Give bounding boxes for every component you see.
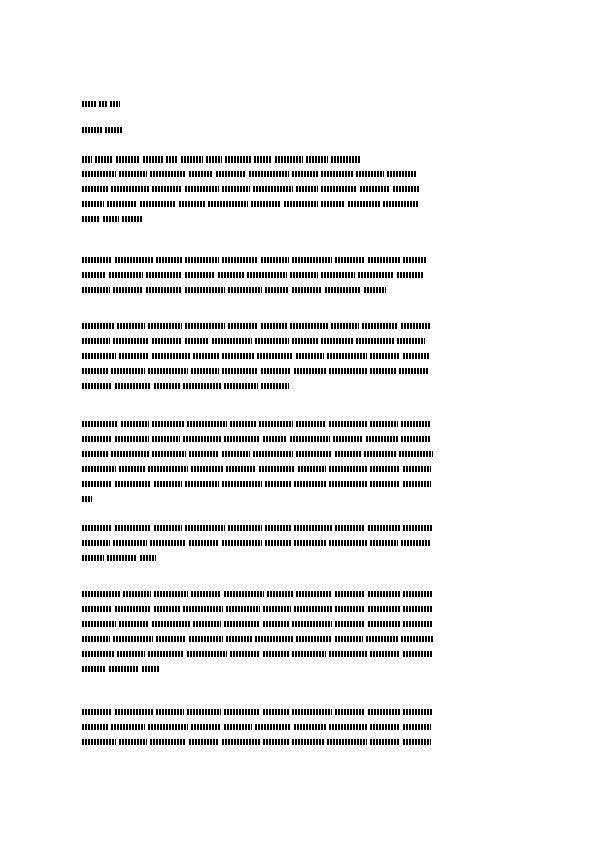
paragraph-2 [82, 254, 427, 299]
paragraph-1 [82, 153, 419, 228]
paragraph-3 [82, 320, 431, 395]
paragraph-6 [82, 588, 433, 678]
paragraph-7 [82, 706, 433, 751]
header-line [82, 98, 120, 113]
paragraph-5 [82, 522, 433, 567]
subheader-line [82, 124, 123, 139]
paragraph-4 [82, 418, 433, 508]
